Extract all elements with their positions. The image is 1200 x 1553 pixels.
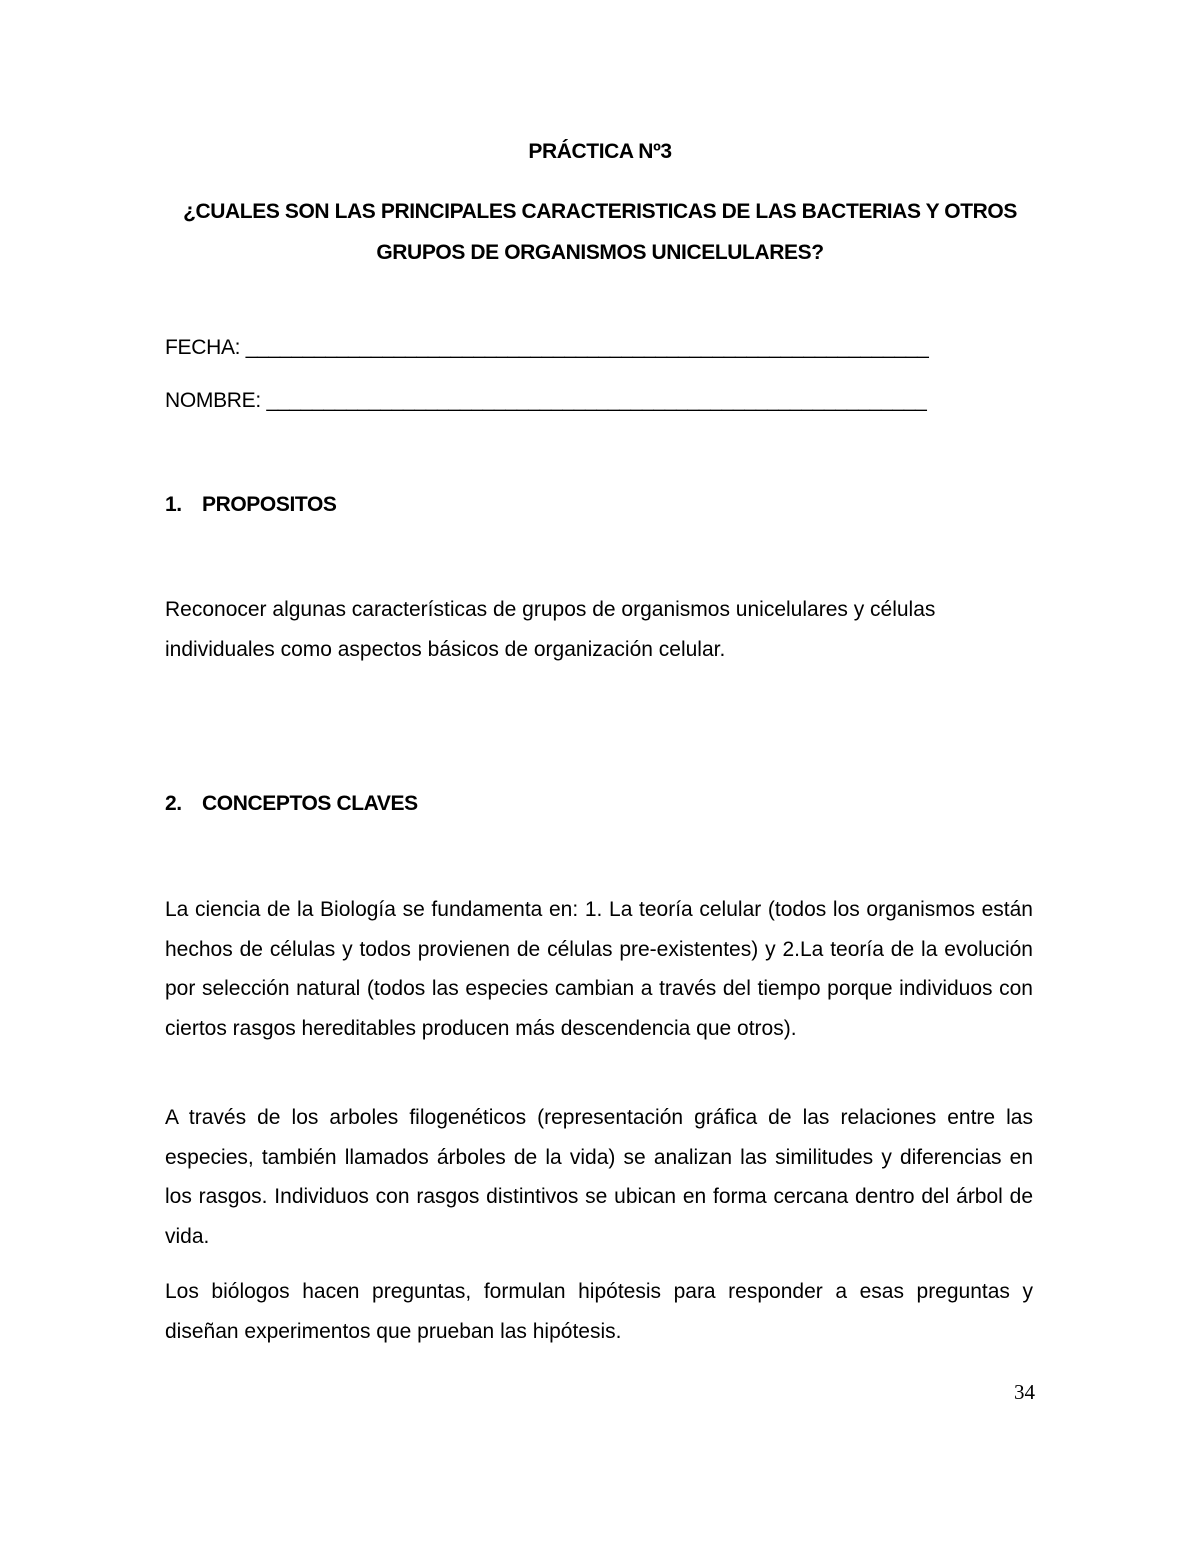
section-title: PROPOSITOS <box>202 493 337 516</box>
paragraph-conceptos-2: A través de los arboles filogenéticos (representación gráfica de las relaciones entre las especies, también llamados árboles de la vida) se analizan las similitudes y diferencias en los rasgos. Individuos con rasgos distintivos se ubican en forma cercana dentro del árbol de vida. <box>165 1106 1033 1248</box>
section-number: 1. <box>165 493 182 516</box>
fecha-blank-line: ____________________________________________________________ <box>245 336 929 359</box>
section-heading-propositos <box>165 493 336 517</box>
fecha-label: FECHA: <box>165 336 241 359</box>
section-title: CONCEPTOS CLAVES <box>202 792 418 815</box>
paragraph-conceptos-3: Los biólogos hacen preguntas, formulan hipótesis para responder a esas preguntas y diseñan experimentos que prueban las hipótesis. <box>165 1280 1033 1343</box>
fecha-field <box>165 336 1015 360</box>
section-heading-conceptos-claves <box>165 792 418 816</box>
nombre-field <box>165 389 1015 413</box>
paragraph-conceptos-1: La ciencia de la Biología se fundamenta en: 1. La teoría celular (todos los organismos están hechos de células y todos provienen de células pre-existentes) y 2.La teoría de la evolución por selección natural (todos las especies cambian a través del tiempo porque individuos con ciertos rasgos hereditables producen más descendencia que otros). <box>165 898 1033 1040</box>
practice-title: PRÁCTICA Nº3 <box>528 140 672 163</box>
page-number: 34 <box>1014 1380 1035 1404</box>
nombre-label: NOMBRE: <box>165 389 261 412</box>
nombre-blank-line: __________________________________________________________ <box>266 389 927 412</box>
section-number: 2. <box>165 792 182 815</box>
question-title: ¿CUALES SON LAS PRINCIPALES CARACTERISTICAS DE LAS BACTERIAS Y OTROS GRUPOS DE ORGANISMOS UNICELULARES? <box>183 200 1017 264</box>
paragraph-propositos: Reconocer algunas características de grupos de organismos unicelulares y células individuales como aspectos básicos de organización celular. <box>165 598 936 661</box>
